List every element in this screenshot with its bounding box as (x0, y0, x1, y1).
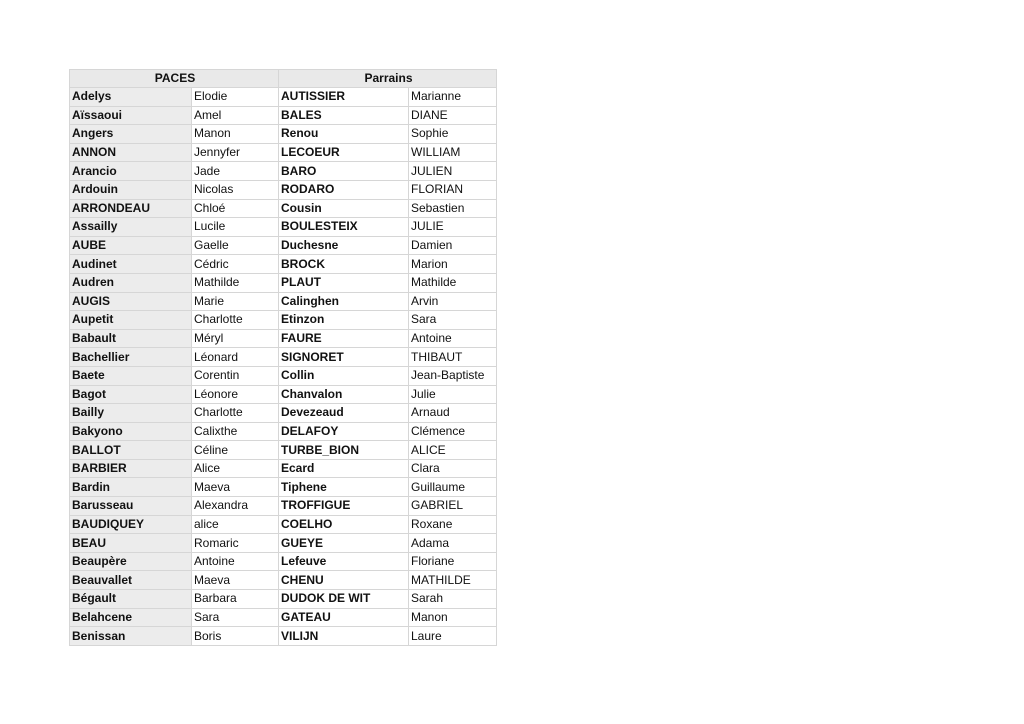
paces-last-name-cell: BALLOT (70, 441, 192, 460)
table-row (70, 348, 497, 367)
paces-last-name-cell: Bakyono (70, 422, 192, 441)
parrain-first-name-cell: Clémence (409, 422, 497, 441)
parrain-last-name-cell: RODARO (279, 180, 409, 199)
paces-first-name-cell: Calixthe (192, 422, 279, 441)
parrain-first-name-cell: Marion (409, 255, 497, 274)
parrain-last-name-cell: Devezeaud (279, 404, 409, 423)
parrain-last-name-cell: Lefeuve (279, 552, 409, 571)
parrain-last-name-cell: Duchesne (279, 236, 409, 255)
table-row (70, 497, 497, 516)
parrain-first-name-cell: Sara (409, 311, 497, 330)
paces-first-name-cell: Barbara (192, 590, 279, 609)
table-row (70, 143, 497, 162)
paces-first-name-cell: Manon (192, 125, 279, 144)
table-body (70, 88, 497, 646)
table-row (70, 422, 497, 441)
paces-last-name-cell: Aupetit (70, 311, 192, 330)
parrain-last-name-cell: GATEAU (279, 608, 409, 627)
parrain-last-name-cell: LECOEUR (279, 143, 409, 162)
parrain-first-name-cell: ALICE (409, 441, 497, 460)
parrain-last-name-cell: Collin (279, 366, 409, 385)
parrain-last-name-cell: FAURE (279, 329, 409, 348)
table-row (70, 218, 497, 237)
parrain-first-name-cell: Guillaume (409, 478, 497, 497)
paces-last-name-cell: ANNON (70, 143, 192, 162)
table-row (70, 236, 497, 255)
table-row (70, 162, 497, 181)
parrain-last-name-cell: TROFFIGUE (279, 497, 409, 516)
paces-last-name-cell: Audren (70, 273, 192, 292)
paces-first-name-cell: Léonard (192, 348, 279, 367)
paces-last-name-cell: Bégault (70, 590, 192, 609)
parrain-first-name-cell: Antoine (409, 329, 497, 348)
parrain-first-name-cell: Arvin (409, 292, 497, 311)
table-row (70, 106, 497, 125)
paces-first-name-cell: Mathilde (192, 273, 279, 292)
parrain-last-name-cell: Tiphene (279, 478, 409, 497)
paces-first-name-cell: Marie (192, 292, 279, 311)
parrain-first-name-cell: Julie (409, 385, 497, 404)
paces-last-name-cell: Ardouin (70, 180, 192, 199)
parrain-first-name-cell: Roxane (409, 515, 497, 534)
table-row (70, 329, 497, 348)
paces-first-name-cell: Romaric (192, 534, 279, 553)
parrain-last-name-cell: Cousin (279, 199, 409, 218)
table-row (70, 255, 497, 274)
parrain-first-name-cell: Marianne (409, 88, 497, 107)
header-parrains: Parrains (279, 70, 497, 88)
paces-last-name-cell: Arancio (70, 162, 192, 181)
parrain-last-name-cell: Calinghen (279, 292, 409, 311)
parrain-last-name-cell: BOULESTEIX (279, 218, 409, 237)
paces-last-name-cell: ARRONDEAU (70, 199, 192, 218)
paces-last-name-cell: Bagot (70, 385, 192, 404)
paces-first-name-cell: Alexandra (192, 497, 279, 516)
parrain-last-name-cell: DUDOK DE WIT (279, 590, 409, 609)
paces-first-name-cell: alice (192, 515, 279, 534)
paces-last-name-cell: Angers (70, 125, 192, 144)
table-row (70, 627, 497, 646)
paces-last-name-cell: Babault (70, 329, 192, 348)
table-row (70, 366, 497, 385)
paces-last-name-cell: Assailly (70, 218, 192, 237)
paces-last-name-cell: Aïssaoui (70, 106, 192, 125)
table-row (70, 292, 497, 311)
paces-last-name-cell: Bachellier (70, 348, 192, 367)
paces-last-name-cell: Beaupère (70, 552, 192, 571)
paces-first-name-cell: Maeva (192, 478, 279, 497)
parrain-first-name-cell: Sebastien (409, 199, 497, 218)
parrain-last-name-cell: AUTISSIER (279, 88, 409, 107)
parrain-first-name-cell: MATHILDE (409, 571, 497, 590)
paces-last-name-cell: AUGIS (70, 292, 192, 311)
paces-last-name-cell: Belahcene (70, 608, 192, 627)
paces-first-name-cell: Charlotte (192, 404, 279, 423)
parrain-last-name-cell: PLAUT (279, 273, 409, 292)
parrain-first-name-cell: GABRIEL (409, 497, 497, 516)
paces-last-name-cell: BARBIER (70, 459, 192, 478)
paces-first-name-cell: Léonore (192, 385, 279, 404)
paces-last-name-cell: Audinet (70, 255, 192, 274)
table-row (70, 515, 497, 534)
paces-last-name-cell: Benissan (70, 627, 192, 646)
paces-first-name-cell: Corentin (192, 366, 279, 385)
paces-first-name-cell: Sara (192, 608, 279, 627)
paces-first-name-cell: Céline (192, 441, 279, 460)
paces-first-name-cell: Alice (192, 459, 279, 478)
table-row (70, 459, 497, 478)
table-row (70, 199, 497, 218)
table-row (70, 273, 497, 292)
parrain-first-name-cell: Floriane (409, 552, 497, 571)
paces-last-name-cell: Bardin (70, 478, 192, 497)
parrain-first-name-cell: Clara (409, 459, 497, 478)
parrain-first-name-cell: JULIE (409, 218, 497, 237)
paces-first-name-cell: Lucile (192, 218, 279, 237)
paces-first-name-cell: Antoine (192, 552, 279, 571)
parrain-last-name-cell: COELHO (279, 515, 409, 534)
parrain-first-name-cell: Sarah (409, 590, 497, 609)
table-row (70, 125, 497, 144)
parrain-last-name-cell: Renou (279, 125, 409, 144)
parrain-first-name-cell: WILLIAM (409, 143, 497, 162)
table-row (70, 608, 497, 627)
paces-last-name-cell: Adelys (70, 88, 192, 107)
table-row (70, 404, 497, 423)
parrain-first-name-cell: THIBAUT (409, 348, 497, 367)
paces-first-name-cell: Jennyfer (192, 143, 279, 162)
parrain-last-name-cell: BARO (279, 162, 409, 181)
paces-first-name-cell: Méryl (192, 329, 279, 348)
paces-last-name-cell: BEAU (70, 534, 192, 553)
parrain-last-name-cell: BALES (279, 106, 409, 125)
parrain-first-name-cell: Adama (409, 534, 497, 553)
parrain-first-name-cell: DIANE (409, 106, 497, 125)
parrain-last-name-cell: Chanvalon (279, 385, 409, 404)
table-row (70, 88, 497, 107)
table-row (70, 590, 497, 609)
paces-first-name-cell: Gaelle (192, 236, 279, 255)
parrain-first-name-cell: Arnaud (409, 404, 497, 423)
table-row (70, 571, 497, 590)
parrain-last-name-cell: DELAFOY (279, 422, 409, 441)
parrain-last-name-cell: VILIJN (279, 627, 409, 646)
parrain-last-name-cell: SIGNORET (279, 348, 409, 367)
parrain-first-name-cell: Damien (409, 236, 497, 255)
sponsorship-table (69, 69, 497, 646)
paces-last-name-cell: Barusseau (70, 497, 192, 516)
parrain-first-name-cell: JULIEN (409, 162, 497, 181)
parrain-last-name-cell: GUEYE (279, 534, 409, 553)
paces-first-name-cell: Maeva (192, 571, 279, 590)
table-row (70, 180, 497, 199)
parrain-first-name-cell: Manon (409, 608, 497, 627)
parrain-last-name-cell: BROCK (279, 255, 409, 274)
table-row (70, 385, 497, 404)
parrain-last-name-cell: TURBE_BION (279, 441, 409, 460)
paces-first-name-cell: Nicolas (192, 180, 279, 199)
table-row (70, 311, 497, 330)
paces-last-name-cell: Baete (70, 366, 192, 385)
paces-first-name-cell: Charlotte (192, 311, 279, 330)
header-paces: PACES (70, 70, 279, 88)
parrain-first-name-cell: Jean-Baptiste (409, 366, 497, 385)
paces-first-name-cell: Jade (192, 162, 279, 181)
paces-first-name-cell: Cédric (192, 255, 279, 274)
parrain-last-name-cell: Ecard (279, 459, 409, 478)
table-row (70, 534, 497, 553)
table-header-row (70, 70, 497, 88)
parrain-first-name-cell: FLORIAN (409, 180, 497, 199)
parrain-last-name-cell: CHENU (279, 571, 409, 590)
parrain-last-name-cell: Etinzon (279, 311, 409, 330)
parrain-first-name-cell: Laure (409, 627, 497, 646)
paces-last-name-cell: BAUDIQUEY (70, 515, 192, 534)
paces-last-name-cell: Bailly (70, 404, 192, 423)
paces-last-name-cell: Beauvallet (70, 571, 192, 590)
paces-first-name-cell: Chloé (192, 199, 279, 218)
parrain-first-name-cell: Mathilde (409, 273, 497, 292)
paces-first-name-cell: Elodie (192, 88, 279, 107)
table-row (70, 552, 497, 571)
paces-first-name-cell: Amel (192, 106, 279, 125)
table-row (70, 478, 497, 497)
parrain-first-name-cell: Sophie (409, 125, 497, 144)
paces-last-name-cell: AUBE (70, 236, 192, 255)
table-row (70, 441, 497, 460)
paces-first-name-cell: Boris (192, 627, 279, 646)
